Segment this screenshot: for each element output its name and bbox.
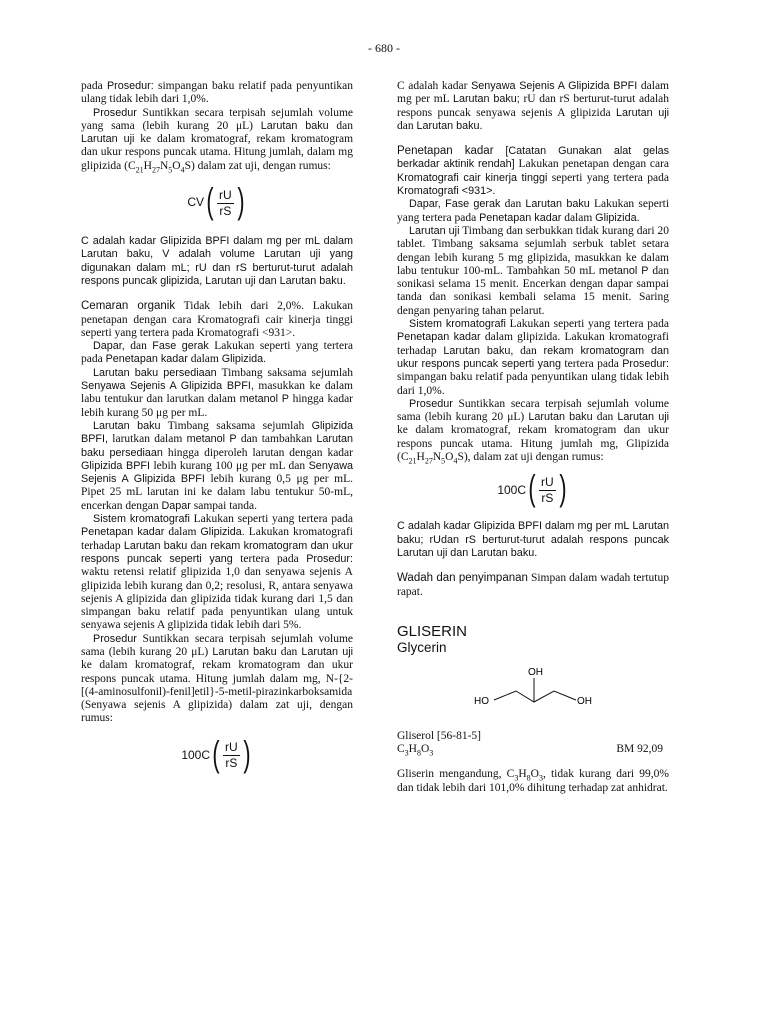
struct-oh-right: OH bbox=[577, 695, 592, 707]
paragraph-prosedur: Prosedur Suntikkan secara terpisah sejumlah volume yang sama (lebih kurang 20 μL) Larutan baku dan Larutan uji ke dalam kromatograf, rekam kromatogram dan ukur respons puncak utama. Hitung jumlah, dalam mg glipizida $(C_{21}H_{27}N_5O_4S)$ dalam zat uji, dengan rumus: bbox=[81, 106, 354, 175]
paragraph-c-definition-glipizida: C adalah kadar Glipizida BPFI dalam mg per mL Larutan baku; rUdan rS berturut-turut adalah respons puncak Larutan uji dan Larutan baku. bbox=[397, 520, 670, 559]
section-penetapan-kadar: Penetapan kadar [Catatan Gunakan alat gelas berkadar aktinik rendah] Lakukan penetapan dengan cara Kromatografi cair kinerja tinggi seperti yang tertera pada Kromatografi <931>. bbox=[397, 145, 670, 198]
formula-100c-right: 100C ( $\frac{rU}{rS}$ ) bbox=[497, 467, 567, 509]
paragraph-larutan-baku-persediaan: Larutan baku persediaan Timbang saksama sejumlah Senyawa Sejenis A Glipizida BPFI, masukkan ke dalam labu tentukur dan larutkan dalam metanol P hingga kadar lebih kurang 50 μg per mL. bbox=[81, 366, 354, 419]
section-cemaran-organik: Cemaran organik Tidak lebih dari 2,0%. Lakukan penetapan dengan cara Kromatografi cair kinerja tinggi seperti yang tertera pada Kromatografi <931>. bbox=[81, 300, 353, 339]
paragraph-dapar-fase: Dapar, Fase gerak dan Larutan baku Lakukan seperti yang tertera pada Penetapan kadar dalam Glipizida. bbox=[397, 198, 670, 224]
section-wadah-penyimpanan: Wadah dan penyimpanan Simpan dalam wadah tertutup rapat. bbox=[397, 572, 669, 598]
glycerol-structure-diagram bbox=[468, 664, 598, 714]
glycerol-structure bbox=[397, 664, 669, 714]
molecular-weight: BM 92,09 bbox=[616, 743, 663, 756]
right-column bbox=[397, 80, 669, 795]
formula-row bbox=[397, 743, 669, 756]
paragraph-c-definition: C adalah kadar Glipizida BPFI dalam mg per mL dalam Larutan baku, V adalah volume Larutan uji yang digunakan dalam mL; rU dan rS berturut-turut adalah respons puncak glipizida, Larutan uji dan Larutan baku. bbox=[81, 235, 353, 287]
formula-100c-left: 100C ( $\frac{rU}{rS}$ ) bbox=[181, 732, 251, 774]
paragraph-c-definition-sejenis: C adalah kadar Senyawa Sejenis A Glipizida BPFI dalam mg per mL Larutan baku; rU dan rS berturut-turut adalah respons puncak senyawa sejenis A glipizida Larutan uji dan Larutan baku. bbox=[397, 80, 670, 132]
paragraph-prosedur-rsd: pada Prosedur: simpangan baku relatif pada penyuntikan ulang tidak lebih dari 1,0%. bbox=[81, 80, 354, 106]
paragraph-gliserin-content: Gliserin mengandung, $C_3H_8O_3$, tidak kurang dari 99,0% dan tidak lebih dari 101,0% dihitung terhadap zat anhidrat. bbox=[397, 768, 669, 794]
cas-number: Gliserol [56-81-5] bbox=[397, 729, 481, 742]
paragraph-larutan-uji: Larutan uji Timbang dan serbukkan tidak kurang dari 20 tablet. Timbang saksama sejumlah serbuk tablet setara dengan lebih kurang 5 mg glipizida, masukkan ke dalam labu tentukur 100-mL. Tambahkan 50 mL metanol P dan sonikasi selama 15 menit. Encerkan dengan dapar sampai tanda dan sonikasi kembali selama 15 menit. Saring dengan penyaring tahan pelarut. bbox=[397, 224, 670, 317]
paragraph-dapar: Dapar, dan Fase gerak Lakukan seperti yang tertera pada Penetapan kadar dalam Glipizida. bbox=[81, 340, 354, 366]
left-column bbox=[81, 80, 353, 772]
monograph-title: GLISERIN bbox=[397, 622, 468, 640]
monograph-subtitle: Glycerin bbox=[397, 639, 447, 655]
paragraph-prosedur-kadar: Prosedur Suntikkan secara terpisah sejumlah volume sama (lebih kurang 20 μL) Larutan baku dan Larutan uji ke dalam kromatograf, rekam kromatogram dan ukur respons puncak utama. Hitung jumlah mg, Glipizida $(C_{21}H_{27}N_5O_4S)$, dalam zat uji dengan rumus: bbox=[397, 397, 670, 466]
paragraph-prosedur-sejenis: Prosedur Suntikkan secara terpisah sejumlah volume sama (lebih kurang 20 μL) Larutan baku dan Larutan uji ke dalam kromatograf, rekam kromatogram dan ukur respons puncak utama. Hitung jumlah dalam mg, N-{2-[(4-aminosulfonil)-fenil]etil}-5-metil-pirazinkarboksamida (Senyawa sejenis A glipizida) dalam zat uji, dengan rumus: bbox=[81, 632, 354, 725]
struct-oh-top: OH bbox=[528, 666, 543, 678]
paragraph-sistem-kromatografi-kadar: Sistem kromatografi Lakukan seperti yang tertera pada Penetapan kadar dalam glipizida. Lakukan kromatografi terhadap Larutan baku, dan rekam kromatogram dan ukur respons puncak seperti yang tertera pada Prosedur: simpangan baku relatif pada penyuntikan ulang tidak lebih dari 1,0%. bbox=[397, 318, 670, 397]
page-number: - 680 - bbox=[368, 41, 400, 55]
paragraph-sistem-kromatografi: Sistem kromatografi Lakukan seperti yang tertera pada Penetapan kadar dalam Glipizida. Lakukan kromatografi terhadap Larutan baku dan rekam kromatogram dan ukur respons puncak seperti yang tertera pada Prosedur: waktu retensi relatif glipizida 1,0 dan senyawa sejenis A glipizida lebih kurang dan 0,2; resolusi, R, antara senyawa sejenis A glipizida dan glipizida tidak kurang dari 1,5 dan simpangan baku relatif pada penyuntikan ulang untuk senyawa sejenis A glipizida tidak lebih dari 5%. bbox=[81, 513, 354, 632]
paragraph-larutan-baku: Larutan baku Timbang saksama sejumlah Glipizida BPFI, larutkan dalam metanol P dan tambahkan Larutan baku persediaan hingga diperoleh larutan dengan kadar Glipizida BPFI lebih kurang 100 μg per mL dan Senyawa Sejenis A Glipizida BPFI lebih kurang 0,5 μg per mL. Pipet 25 mL larutan ini ke dalam labu tentukur 50-mL, encerkan dengan Dapar sampai tanda. bbox=[81, 419, 354, 512]
struct-ho: HO bbox=[474, 695, 489, 707]
formula-cv: CV ( $\frac{rU}{rS}$ ) bbox=[187, 180, 245, 222]
molecular-formula: $C_3H_8O_3$ bbox=[397, 743, 434, 758]
